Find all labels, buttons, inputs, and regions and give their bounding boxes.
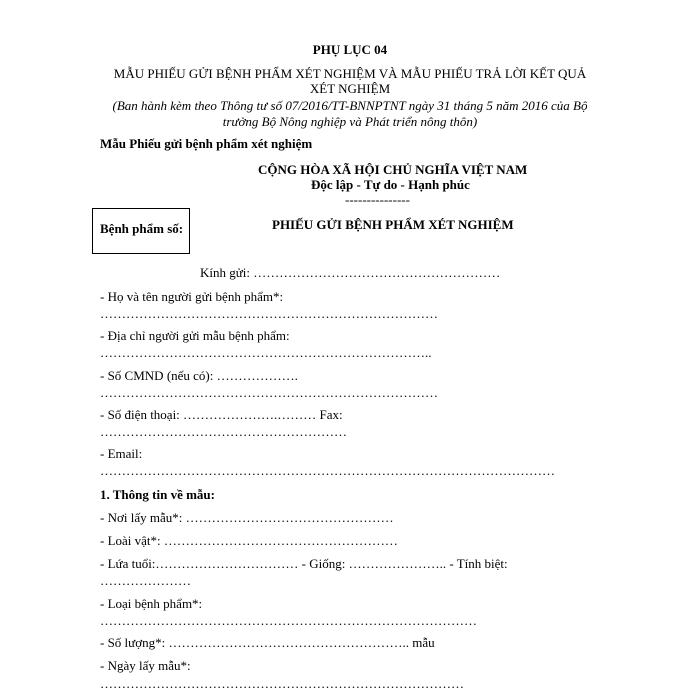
form-label: Mẫu Phiếu gửi bệnh phẩm xét nghiệm	[100, 136, 313, 151]
sender-name-field[interactable]: ……………………………………………………………………	[100, 306, 438, 321]
age-breed-sex-field[interactable]: - Lứa tuổi:…………………………… - Giống: ………………….. - Tính biệt:	[100, 556, 508, 571]
email-label: - Email:	[100, 446, 143, 461]
sex-field[interactable]: …………………	[100, 573, 191, 588]
sender-name-label: - Họ và tên người gửi bệnh phẩm*:	[100, 289, 284, 304]
sender-address-field[interactable]: …………………………………………………………………..	[100, 345, 432, 360]
email-field[interactable]: ……………………………………………………………………………………………	[100, 463, 555, 478]
id-card-field[interactable]: - Số CMND (nếu có): ……………….	[100, 368, 298, 383]
fax-field[interactable]: …………………………………………………	[100, 424, 347, 439]
specimen-type-field[interactable]: ……………………………………………………………………………	[100, 613, 477, 628]
specimen-type-label: - Loại bệnh phẩm*:	[100, 596, 203, 611]
issuance-note-line-2: trưởng Bộ Nông nghiệp và Phát triển nông thôn)	[222, 114, 478, 129]
section-1-heading: 1. Thông tin về mẫu:	[100, 487, 215, 502]
national-motto: Độc lập - Tự do - Hạnh phúc	[311, 177, 470, 192]
specimen-number-box[interactable]	[92, 208, 190, 254]
collection-date-field[interactable]: …………………………………………………………………………	[100, 676, 464, 691]
recipient-field[interactable]: Kính gửi: …………………………………………………	[200, 265, 501, 280]
collection-date-label: - Ngày lấy mẫu*:	[100, 658, 191, 673]
sender-address-label: - Địa chỉ người gửi mẫu bệnh phẩm:	[100, 328, 290, 343]
collection-place-field[interactable]: - Nơi lấy mẫu*: …………………………………………	[100, 510, 394, 525]
doc-title-line-1: MẪU PHIẾU GỬI BỆNH PHẨM XÉT NGHIỆM VÀ MẪU PHIẾU TRẢ LỜI KẾT QUẢ	[113, 66, 587, 81]
form-title: PHIẾU GỬI BỆNH PHẨM XÉT NGHIỆM	[272, 217, 514, 232]
appendix-label: PHỤ LỤC 04	[312, 42, 388, 57]
species-field[interactable]: - Loài vật*: ………………………………………………	[100, 533, 398, 548]
id-card-extra-field[interactable]: ……………………………………………………………………	[100, 385, 438, 400]
doc-title-line-2: XÉT NGHIỆM	[309, 81, 391, 96]
motto-rule: ---------------	[345, 192, 410, 207]
quantity-field[interactable]: - Số lượng*: ……………………………………………….. mẫu	[100, 635, 435, 650]
specimen-number-label: Bệnh phẩm số:	[100, 221, 184, 236]
phone-fax-field[interactable]: - Số điện thoại: ………………….……… Fax:	[100, 407, 343, 422]
national-title: CỘNG HÒA XÃ HỘI CHỦ NGHĨA VIỆT NAM	[258, 162, 528, 177]
issuance-note-line-1: (Ban hành kèm theo Thông tư số 07/2016/TT-BNNPTNT ngày 31 tháng 5 năm 2016 của Bộ	[112, 98, 588, 113]
